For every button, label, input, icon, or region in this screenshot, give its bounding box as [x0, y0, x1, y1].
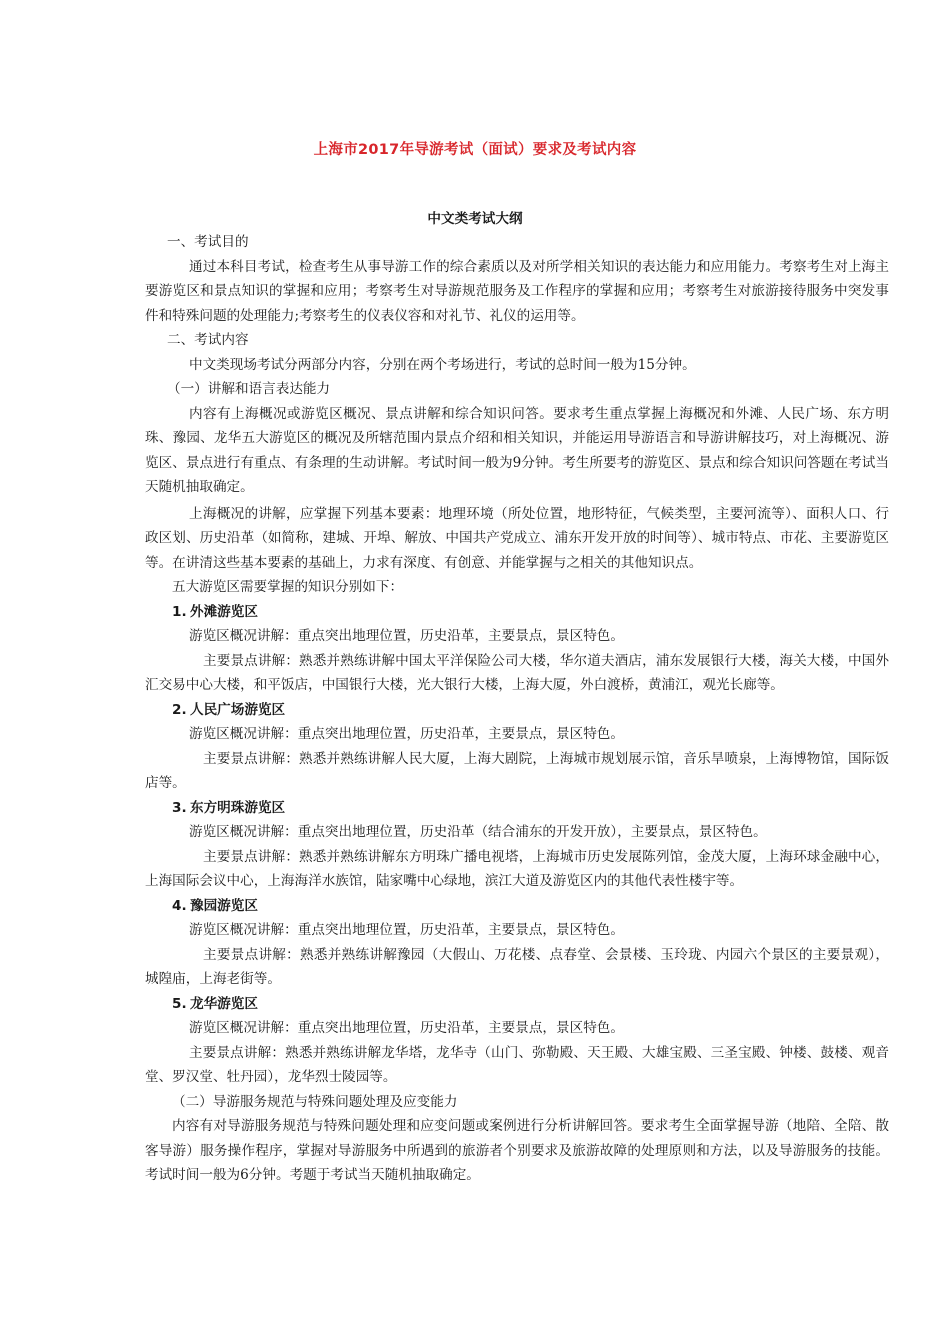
zone-spots: 主要景点讲解：熟悉并熟练讲解东方明珠广播电视塔，上海城市历史发展陈列馆，金茂大厦，上海环球金融中心，上海国际会议中心，上海海洋水族馆，陆家嘴中心绿地，滨江大道及游览区内的其他代表性楼宇等。 — [145, 848, 889, 889]
zone-heading — [145, 600, 889, 625]
zone-heading — [145, 796, 889, 821]
zone-spots: 主要景点讲解：熟悉并熟练讲解豫园（大假山、万花楼、点春堂、会景楼、玉玲珑、内园六个景区的主要景观），城隍庙，上海老街等。 — [145, 946, 889, 987]
zone-overview: 游览区概况讲解：重点突出地理位置，历史沿革，主要景点，景区特色。 — [189, 922, 624, 938]
document-body — [145, 230, 889, 1188]
zone-number: 2. — [172, 701, 187, 718]
zone-number: 3. — [172, 799, 187, 816]
zone-heading — [145, 698, 889, 723]
zone-spots: 主要景点讲解：熟悉并熟练讲解龙华塔，龙华寺（山门、弥勒殿、天王殿、大雄宝殿、三圣宝殿、钟楼、鼓楼、观音堂、罗汉堂、牡丹园），龙华烈士陵园等。 — [145, 1044, 889, 1085]
zone-heading — [145, 894, 889, 919]
zone-overview: 游览区概况讲解：重点突出地理位置，历史沿革，主要景点，景区特色。 — [189, 726, 624, 742]
section-heading: 一、考试目的 — [167, 234, 249, 250]
zone-name: 豫园游览区 — [190, 897, 258, 914]
paragraph: 通过本科目考试，检查考生从事导游工作的综合素质以及对所学相关知识的表达能力和应用能力。考察考生对上海主要游览区和景点知识的掌握和应用；考察考生对导游规范服务及工作程序的掌握和应用；考察考生对旅游接待服务中突发事件和特殊问题的处理能力;考察考生的仪表仪容和对礼节、礼仪的运用等。 — [145, 258, 889, 324]
paragraph: 中文类现场考试分两部分内容，分别在两个考场进行，考试的总时间一般为15分钟。 — [189, 356, 696, 373]
zone-overview: 游览区概况讲解：重点突出地理位置，历史沿革（结合浦东的开发开放），主要景点，景区特色。 — [189, 824, 767, 840]
zone-number: 4. — [172, 897, 187, 914]
zone-number: 1. — [172, 603, 187, 620]
zone-overview: 游览区概况讲解：重点突出地理位置，历史沿革，主要景点，景区特色。 — [189, 628, 624, 644]
zone-name: 外滩游览区 — [190, 603, 258, 620]
paragraph: 上海概况的讲解，应掌握下列基本要素：地理环境（所处位置，地形特征，气候类型，主要河流等）、面积人口、行政区划、历史沿革（如简称，建城、开埠、解放、中国共产党成立、浦东开发开放的时间等）、城市特点、市花、主要游览区等。在讲清这些基本要素的基础上，力求有深度、有创意、并能掌握与之相关的其他知识点。 — [145, 505, 889, 571]
document-title: 上海市2017年导游考试（面试）要求及考试内容 — [313, 142, 637, 158]
subsection-heading: （二）导游服务规范与特殊问题处理及应变能力 — [172, 1093, 458, 1110]
paragraph: 内容有对导游服务规范与特殊问题处理和应变问题或案例进行分析讲解回答。要求考生全面掌握导游（地陪、全陪、散客导游）服务操作程序，掌握对导游服务中所遇到的旅游者个别要求及旅游故障的处理原则和方法，以及导游服务的技能。考试时间一般为6分钟。考题于考试当天随机抽取确定。 — [145, 1118, 889, 1183]
zone-overview: 游览区概况讲解：重点突出地理位置，历史沿革，主要景点，景区特色。 — [189, 1020, 624, 1036]
section-heading: 二、考试内容 — [167, 332, 249, 348]
document-subtitle: 中文类考试大纲 — [427, 211, 523, 227]
paragraph: 内容有上海概况或游览区概况、景点讲解和综合知识问答。要求考生重点掌握上海概况和外滩、人民广场、东方明珠、豫园、龙华五大游览区的概况及所辖范围内景点介绍和相关知识，并能运用导游语言和导游讲解技巧，对上海概况、游览区、景点进行有重点、有条理的生动讲解。考试时间一般为9分钟。考生所要考的游览区、景点和综合知识问答题在考试当天随机抽取确定。 — [145, 405, 889, 495]
zone-name: 人民广场游览区 — [190, 701, 286, 718]
zone-number: 5. — [172, 995, 187, 1012]
zone-spots: 主要景点讲解：熟悉并熟练讲解中国太平洋保险公司大楼，华尔道夫酒店，浦东发展银行大楼，海关大楼，中国外汇交易中心大楼，和平饭店，中国银行大楼，光大银行大楼，上海大厦，外白渡桥，黄浦江，观光长廊等。 — [145, 652, 889, 693]
zone-spots: 主要景点讲解：熟悉并熟练讲解人民大厦，上海大剧院，上海城市规划展示馆，音乐旱喷泉，上海博物馆，国际饭店等。 — [145, 750, 889, 791]
zone-name: 东方明珠游览区 — [190, 799, 286, 816]
zone-name: 龙华游览区 — [190, 995, 258, 1012]
zone-heading — [145, 992, 889, 1017]
paragraph: 五大游览区需要掌握的知识分别如下： — [172, 579, 404, 595]
subsection-heading: （一）讲解和语言表达能力 — [167, 381, 331, 397]
